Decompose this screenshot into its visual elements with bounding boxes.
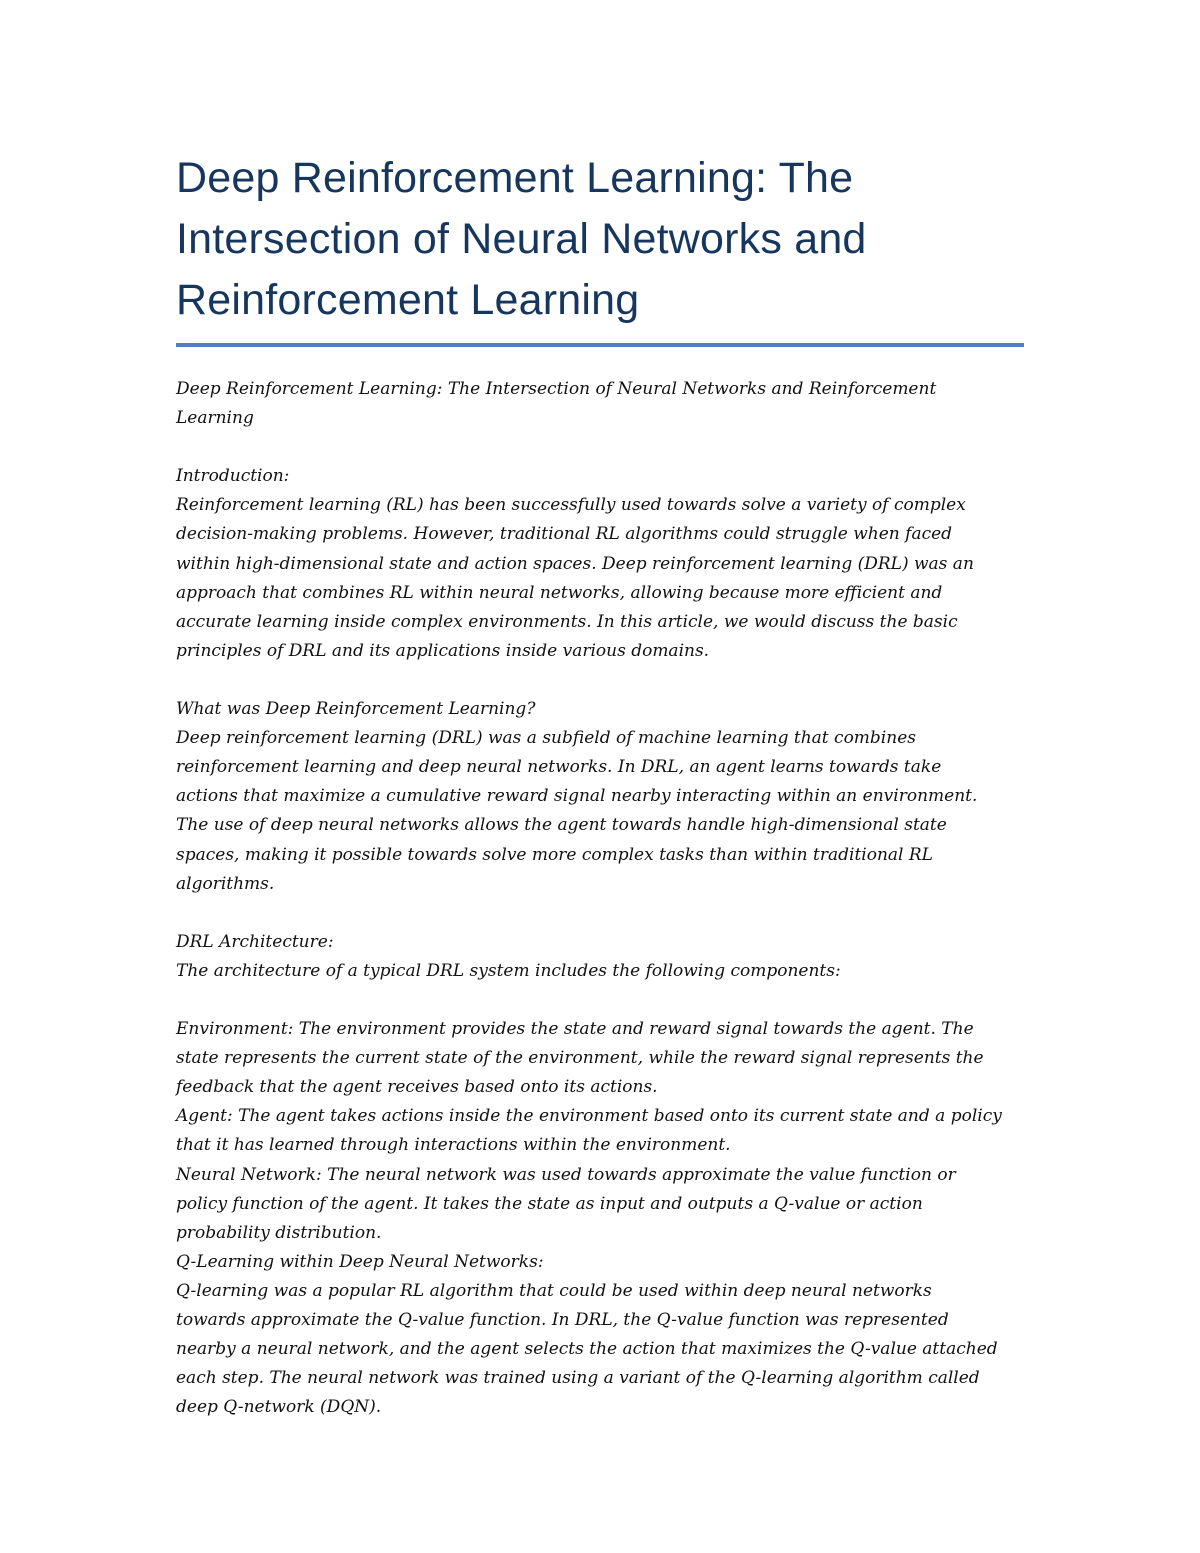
component-line: Agent: The agent takes actions inside the environment based onto its current state and a policy	[176, 1106, 1002, 1127]
title-line: Deep Reinforcement Learning: The	[176, 154, 854, 202]
component-line: feedback that the agent receives based onto its actions.	[176, 1077, 658, 1098]
paragraph-gap	[176, 433, 1024, 462]
what-line: actions that maximize a cumulative reward signal nearby interacting within an environment.	[176, 786, 978, 807]
component-line: state represents the current state of the environment, while the reward signal represents the	[176, 1048, 984, 1069]
intro-line: within high-dimensional state and action spaces. Deep reinforcement learning (DRL) was an	[176, 553, 974, 574]
arch-heading: DRL Architecture:	[176, 931, 334, 952]
title-divider	[176, 343, 1024, 347]
subtitle-line: Learning	[176, 408, 254, 429]
component-line: nearby a neural network, and the agent selects the action that maximizes the Q-value attached	[176, 1339, 998, 1360]
intro-line: principles of DRL and its applications inside various domains.	[176, 640, 710, 661]
intro-line: Reinforcement learning (RL) has been successfully used towards solve a variety of complex	[176, 495, 966, 516]
what-line: The use of deep neural networks allows the agent towards handle high-dimensional state	[176, 815, 947, 836]
intro-line: decision-making problems. However, traditional RL algorithms could struggle when faced	[176, 524, 953, 545]
component-line: Q-learning was a popular RL algorithm that could be used within deep neural networks	[176, 1280, 932, 1301]
component-line: policy function of the agent. It takes the state as input and outputs a Q-value or action	[176, 1193, 923, 1214]
paragraph-gap	[176, 899, 1024, 928]
what-line: spaces, making it possible towards solve more complex tasks than within traditional RL	[176, 844, 933, 865]
component-line: each step. The neural network was trained using a variant of the Q-learning algorithm called	[176, 1368, 980, 1389]
intro-line: approach that combines RL within neural networks, allowing because more efficient and	[176, 582, 943, 603]
intro-heading: Introduction:	[176, 466, 290, 487]
paragraph-gap	[176, 666, 1024, 695]
component-line: Q-Learning within Deep Neural Networks:	[176, 1251, 544, 1272]
component-line: Neural Network: The neural network was used towards approximate the value function or	[176, 1164, 956, 1185]
component-line: Environment: The environment provides the state and reward signal towards the agent. The	[176, 1019, 974, 1040]
component-line: probability distribution.	[176, 1222, 382, 1243]
component-line: deep Q-network (DQN).	[176, 1397, 382, 1418]
subtitle-line: Deep Reinforcement Learning: The Intersection of Neural Networks and Reinforcement	[176, 379, 937, 399]
what-line: algorithms.	[176, 873, 275, 894]
paragraph-gap	[176, 986, 1024, 1015]
component-line: that it has learned through interactions within the environment.	[176, 1135, 731, 1156]
what-line: Deep reinforcement learning (DRL) was a subfield of machine learning that combines	[176, 728, 916, 749]
document-page	[176, 148, 1024, 1422]
arch-line: The architecture of a typical DRL system includes the following components:	[176, 960, 841, 981]
title-line: Intersection of Neural Networks and	[176, 215, 867, 263]
document-body	[176, 375, 1024, 1422]
what-line: reinforcement learning and deep neural networks. In DRL, an agent learns towards take	[176, 757, 942, 778]
component-line: towards approximate the Q-value function. In DRL, the Q-value function was represented	[176, 1310, 949, 1330]
intro-line: accurate learning inside complex environments. In this article, we would discuss the basic	[176, 611, 958, 632]
title-line: Reinforcement Learning	[176, 276, 640, 324]
what-heading: What was Deep Reinforcement Learning?	[176, 699, 536, 720]
document-title	[176, 148, 1024, 331]
